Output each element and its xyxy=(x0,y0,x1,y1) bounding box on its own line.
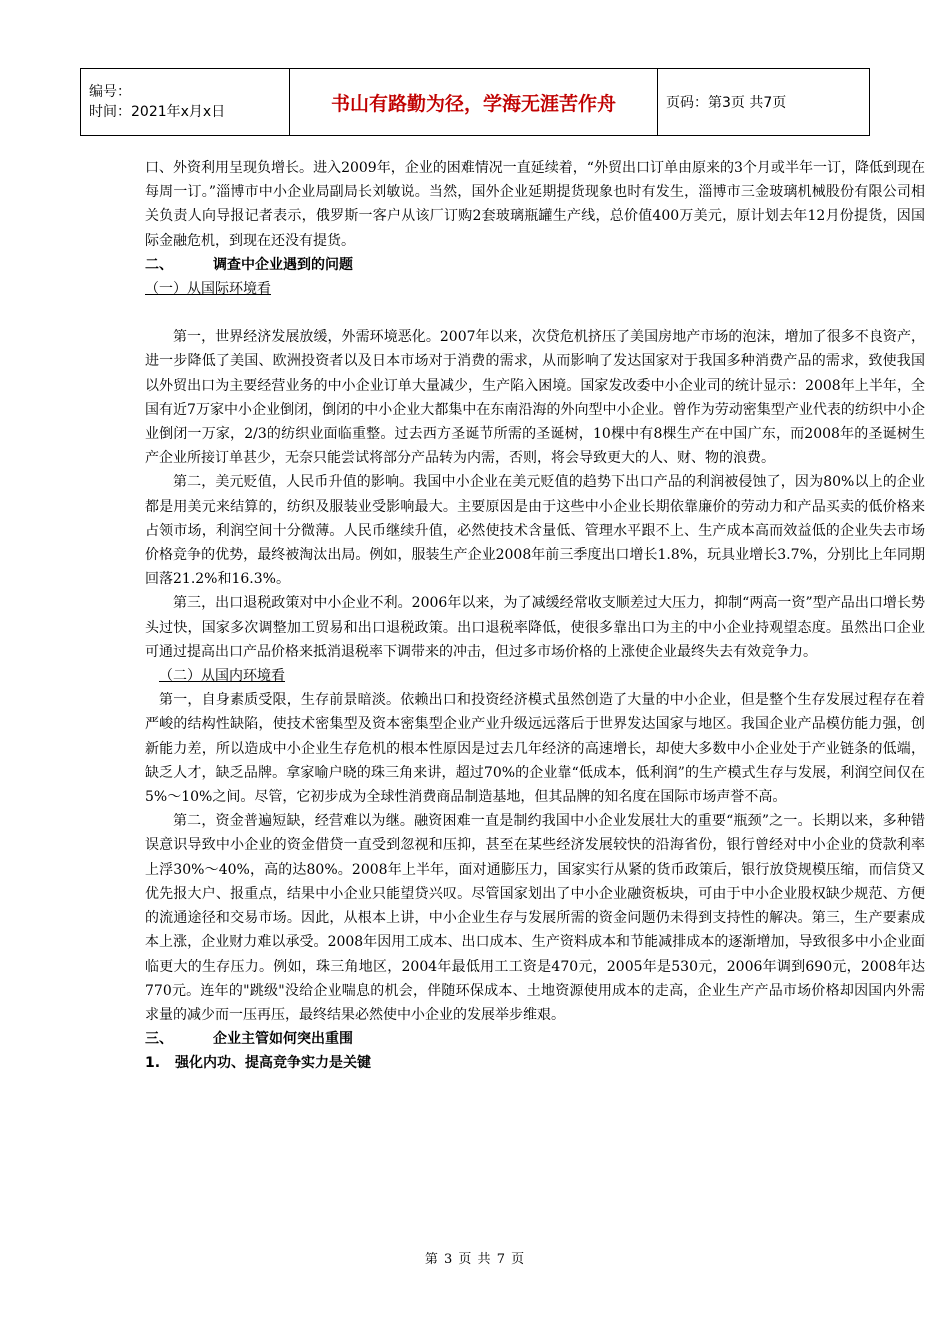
paragraph: 第二，美元贬值，人民币升值的影响。我国中小企业在美元贬值的趋势下出口产品的利润被侵蚀了，因为80%以上的企业都是用美元来结算的，纺织及服装业受影响最大。主要原因是由于这些中小企业长期依靠廉价的劳动力和产品买卖的低价格来占领市场，利润空间十分微薄。人民币继续升值，必然使技术含量低、管理水平跟不上、生产成本高而效益低的企业失去市场价格竞争的优势，最终被淘汰出局。例如，服装生产企业2008年前三季度出口增长1.8%，玩具业增长3.7%，分别比上年同期回落21.2%和16.3%。 xyxy=(145,474,925,588)
header-meta xyxy=(81,69,290,136)
heading-text: 企业主管如何突出重围 xyxy=(213,1031,353,1048)
header-motto-cell xyxy=(290,69,658,136)
paragraph: 第三，出口退税政策对中小企业不利。2006年以来，为了减缓经常收支顺差过大压力，抑制“两高一资”型产品出口增长势头过快，国家多次调整加工贸易和出口退税政策。出口退税率降低，使很多靠出口为主的中小企业持观望态度。虽然出口企业可通过提高出口产品价格来抵消退税率下调带来的冲击，但过多市场价格的上涨使企业最终失去有效竞争力。 xyxy=(145,595,925,660)
header-page-number: 页码：第3页 共7页 xyxy=(658,69,870,136)
section-heading-3 xyxy=(145,1027,925,1051)
paragraph: 口、外资利用呈现负增长。进入2009年，企业的困难情况一直延续着，“外贸出口订单由原来的3个月或半年一订，降低到现在每周一订。”淄博市中小企业局副局长刘敏说。当然，国外企业延期提货现象也时有发生，淄博市三金玻璃机械股份有限公司相关负责人向导报记者表示，俄罗斯一客户从该厂订购2套玻璃瓶罐生产线，总价值400万美元，原计划去年12月份提货，因国际金融危机，到现在还没有提货。 xyxy=(145,160,925,249)
heading-number: 三、 xyxy=(145,1031,173,1048)
page-header xyxy=(80,68,870,136)
subsection-heading: （一）从国际环境看 xyxy=(145,281,271,298)
heading-text: 调查中企业遇到的问题 xyxy=(213,256,353,273)
heading-number: 1. xyxy=(145,1055,161,1072)
subsection-heading: （二）从国内环境看 xyxy=(159,668,285,685)
heading-text: 强化内功、提高竞争实力是关键 xyxy=(175,1055,371,1072)
header-number: 编号： xyxy=(89,84,131,100)
header-motto: 书山有路勤为径，学海无涯苦作舟 xyxy=(330,92,616,115)
subsection-heading-wrap xyxy=(145,664,925,688)
paragraph: 第一，世界经济发展放缓，外需环境恶化。2007年以来，次贷危机挤压了美国房地产市场的泡沫，增加了很多不良资产，进一步降低了美国、欧洲投资者以及日本市场对于消费的需求，从而影响了发达国家对于我国多种消费产品的需求，致使我国以外贸出口为主要经营业务的中小企业订单大量减少，生产陷入困境。国家发改委中小企业司的统计显示：2008年上半年，全国有近7万家中小企业倒闭，倒闭的中小企业大都集中在东南沿海的外向型中小企业。曾作为劳动密集型产业代表的纺织中小企业倒闭一万家，2/3的纺织业面临重整。过去西方圣诞节所需的圣诞树，10棵中有8棵生产在中国广东，而2008年的圣诞树生产企业所接订单甚少，无奈只能尝试将部分产品转为内需，否则，将会导致更大的人、财、物的浪费。 xyxy=(145,329,925,467)
page-footer: 第 3 页 共 7 页 xyxy=(424,1252,526,1267)
header-time: 时间：2021年x月x日 xyxy=(89,104,226,120)
paragraph: 第二，资金普遍短缺，经营难以为继。融资困难一直是制约我国中小企业发展壮大的重要“瓶颈”之一。长期以来，多种错误意识导致中小企业的资金借贷一直受到忽视和压抑，甚至在某些经济发展较快的沿海省份，银行曾经对中小企业的贷款利率上浮30%～40%，高的达80%。2008年上半年，面对通膨压力，国家实行从紧的货币政策后，银行放贷规模压缩，而信贷又优先报大户、报重点，结果中小企业只能望贷兴叹。尽管国家划出了中小企业融资板块，可由于中小企业股权缺少规范、方便的流通途径和交易市场。因此，从根本上讲，中小企业生存与发展所需的资金问题仍未得到支持性的解决。第三，生产要素成本上涨，企业财力难以承受。2008年因用工成本、出口成本、生产资料成本和节能减排成本的逐渐增加，导致很多中小企业面临更大的生存压力。例如，珠三角地区，2004年最低用工工资是470元，2005年是530元，2006年调到690元，2008年达770元。连年的"跳级"没给企业喘息的机会，伴随环保成本、土地资源使用成本的走高，企业生产产品市场价格却因国内外需求量的减少而一压再压，最终结果必然使中小企业的发展举步维艰。 xyxy=(145,813,925,1023)
section-heading-2 xyxy=(145,253,925,277)
heading-number: 二、 xyxy=(145,256,173,273)
document-body xyxy=(145,156,925,1076)
subsection-heading-1 xyxy=(145,1051,925,1075)
paragraph: 第一，自身素质受限，生存前景暗淡。依赖出口和投资经济模式虽然创造了大量的中小企业，但是整个生存发展过程存在着严峻的结构性缺陷，使技术密集型及资本密集型企业产业升级远远落后于世界发达国家与地区。我国企业产品模仿能力强，创新能力差，所以造成中小企业生存危机的根本性原因是过去几年经济的高速增长，却使大多数中小企业处于产业链条的低端，缺乏人才，缺乏品牌。拿家喻户晓的珠三角来讲，超过70%的企业靠“低成本，低利润”的生产模式生存与发展，利润空间仅在5%～10%之间。尽管，它初步成为全球性消费商品制造基地，但其品牌的知名度在国际市场声誉不高。 xyxy=(145,692,925,806)
